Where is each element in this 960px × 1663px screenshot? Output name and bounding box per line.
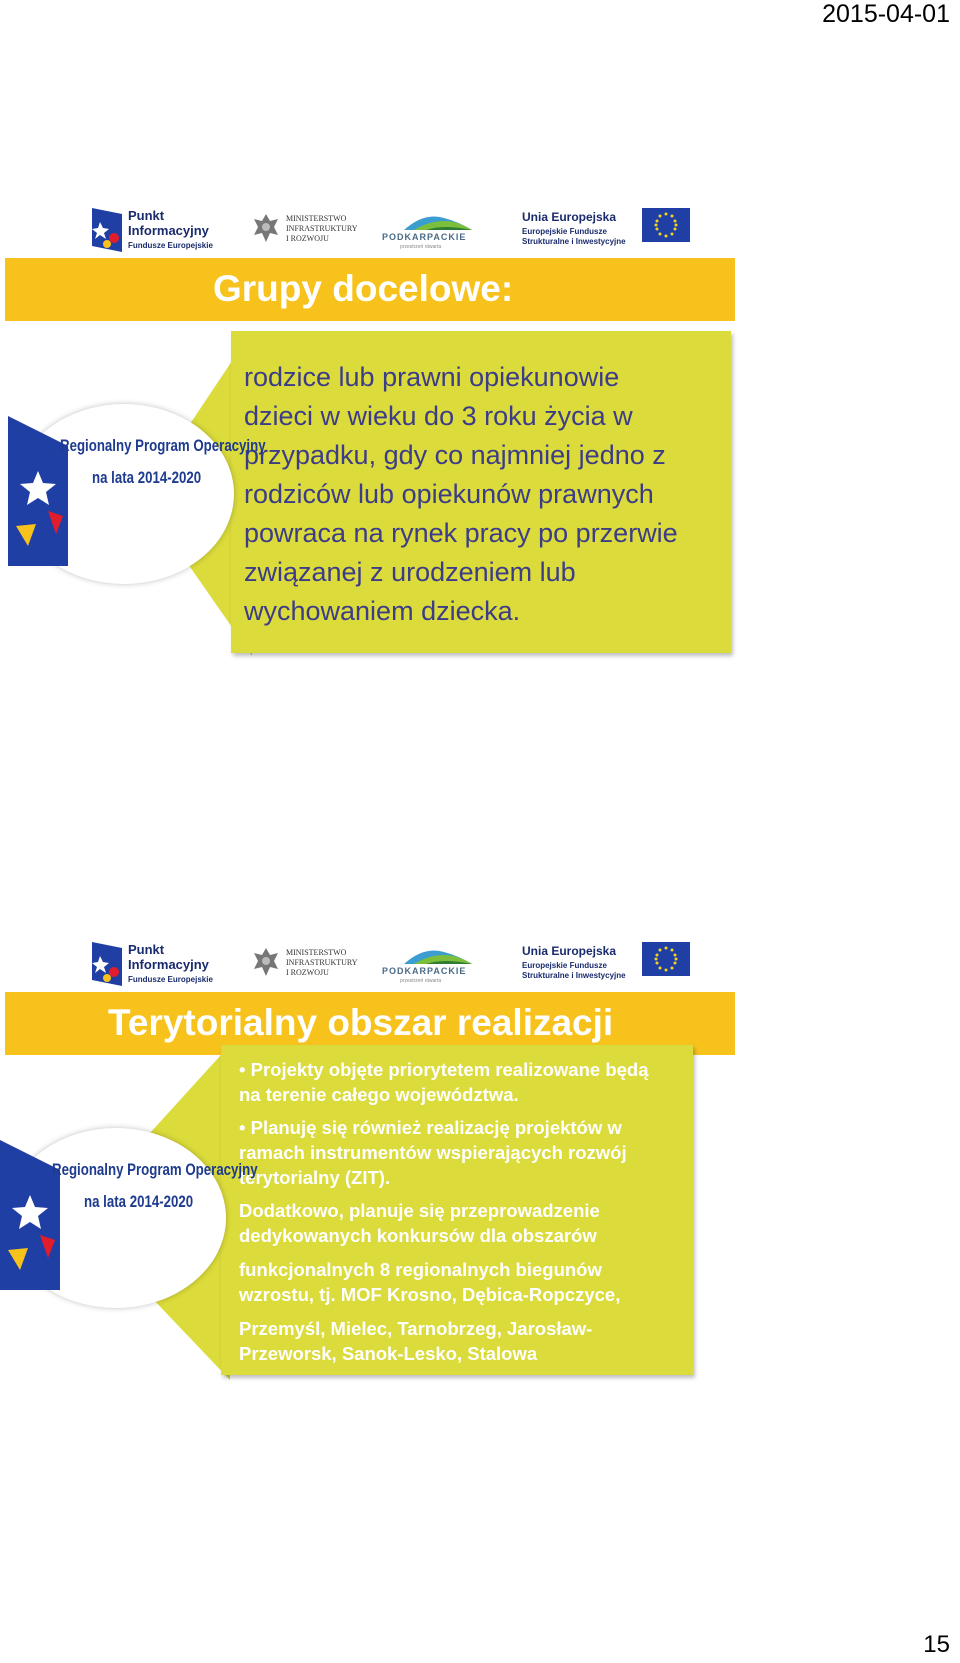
eagle-emblem-icon — [252, 945, 280, 979]
slide-title: Terytorialny obszar realizacji — [108, 1002, 614, 1043]
logo-strip — [92, 940, 692, 990]
rpo-logo-circle: Regionalny Program Operacyjny na lata 2014-2020 — [14, 404, 234, 584]
eu-logo: Unia Europejska Europejskie Fundusze Strukturalne i Inwestycyjne — [522, 206, 697, 256]
eagle-emblem-icon — [252, 211, 280, 245]
slide-title: Grupy docelowe: — [213, 268, 514, 309]
logo-strip — [92, 206, 692, 256]
podkarpackie-logo: PODKARPACKIE przestrzeń otwarta — [382, 940, 477, 990]
hills-icon — [404, 210, 472, 232]
pi-flag-icon — [92, 942, 122, 986]
pi-flag-icon — [92, 208, 122, 252]
eu-flag-icon — [642, 208, 690, 242]
content-text: • Projekty objęte priorytetem realizowane będą na terenie całego województwa. • Planuję się również realizację projektów w ramach instrumentów wspierających rozwój terytorialny (ZIT). Dodatkowo, planuje się przeprowadzenie dedykowanych konkursów dla obszarów funkcjonalnych 8 regionalnych biegunów wzrostu, tj. MOF Krosno, Dębica-Ropczyce, Przemyśl, Mielec, Tarnobrzeg, Jarosław- Przeworsk, Sanok-Lesko, Stalowa — [239, 1059, 649, 1364]
rpo-logo-circle: Regionalny Program Operacyjny na lata 2014-2020 — [6, 1128, 226, 1308]
page-date: 2015-04-01 — [822, 0, 950, 28]
hills-icon — [404, 944, 472, 966]
slide-territorial-area — [0, 930, 790, 1450]
content-box — [231, 331, 731, 653]
star-shapes-icon — [0, 1140, 60, 1290]
content-box — [221, 1045, 693, 1375]
podkarpackie-logo: PODKARPACKIE przestrzeń otwarta — [382, 206, 477, 256]
ministry-logo: MINISTERSTWO INFRASTRUKTURY I ROZWOJU — [252, 940, 377, 990]
eu-logo: Unia Europejska Europejskie Fundusze Strukturalne i Inwestycyjne — [522, 940, 697, 990]
eu-flag-icon — [642, 942, 690, 976]
punkt-informacyjny-logo: Punkt Informacyjny Fundusze Europejskie — [92, 940, 222, 990]
punkt-informacyjny-logo: Punkt Informacyjny Fundusze Europejskie — [92, 206, 222, 256]
title-bar — [5, 258, 735, 321]
content-text: rodzice lub prawni opiekunowie dzieci w wieku do 3 roku życia w przypadku, gdy co najmniej jedno z rodziców lub opiekunów prawnych powraca na rynek pracy po przerwie związanej z urodzeniem lub wychowaniem dziecka. — [244, 362, 678, 626]
star-shapes-icon — [8, 416, 68, 566]
ministry-logo: MINISTERSTWO INFRASTRUKTURY I ROZWOJU — [252, 206, 377, 256]
slide-target-groups — [0, 196, 790, 716]
page-number: 15 — [923, 1631, 950, 1658]
